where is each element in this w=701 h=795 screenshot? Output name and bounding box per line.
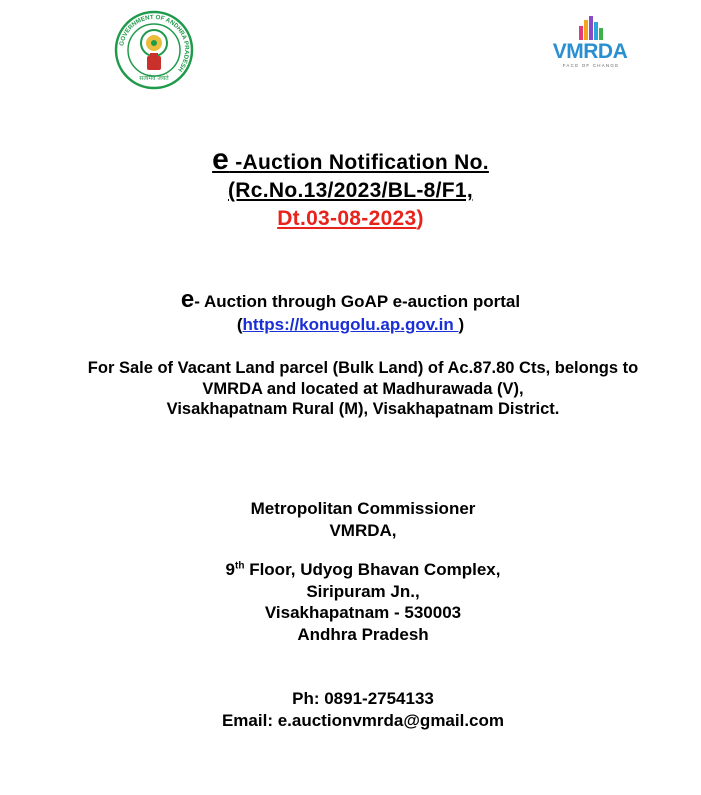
office-address xyxy=(0,498,701,645)
portal-link[interactable]: https://konugolu.ap.gov.in xyxy=(242,315,459,334)
vmrda-tagline: FACE OF CHANGE xyxy=(562,63,620,68)
portal-info xyxy=(0,288,701,336)
emblem-caption: सत्यमेव जयते xyxy=(139,75,169,82)
address-line-3: Visakhapatnam - 530003 xyxy=(264,603,462,622)
title-line-1: e -Auction Notification No. xyxy=(212,143,489,176)
title-line-3: Dt.03-08-2023) xyxy=(277,207,424,230)
vmrda-logo-icon xyxy=(541,14,641,74)
organization: VMRDA, xyxy=(329,520,397,540)
andhra-pradesh-government-emblem-icon xyxy=(114,10,194,90)
email-address: Email: e.auctionvmrda@gmail.com xyxy=(221,710,505,730)
vmrda-logo-text: VMRDA xyxy=(552,40,628,63)
sale-line-2: VMRDA and located at Madhurawada (V), xyxy=(202,379,524,398)
portal-line-1: e- Auction through GoAP e-auction portal xyxy=(180,286,521,313)
notification-title xyxy=(0,143,701,233)
sale-line-1: For Sale of Vacant Land parcel (Bulk Land) of Ac.87.80 Cts, belongs to xyxy=(87,359,639,377)
contact-info xyxy=(0,688,701,731)
portal-line-2: (https://konugolu.ap.gov.in ) xyxy=(236,315,465,334)
address-line-2: Siripuram Jn., xyxy=(306,581,420,601)
sale-line-3: Visakhapatnam Rural (M), Visakhapatnam District. xyxy=(166,400,560,418)
emblem-ring-text: GOVERNMENT OF ANDHRA PRADESH xyxy=(118,13,191,73)
notification-date: Dt.03-08-2023 xyxy=(277,207,417,230)
phone-number: Ph: 0891-2754133 xyxy=(292,689,434,708)
title-line-2: (Rc.No.13/2023/BL-8/F1, xyxy=(228,179,473,202)
designation: Metropolitan Commissioner xyxy=(250,499,476,518)
address-line-floor: 9th Floor, Udyog Bhavan Complex, xyxy=(225,560,501,579)
address-line-4: Andhra Pradesh xyxy=(297,624,429,644)
sale-description xyxy=(0,358,701,420)
